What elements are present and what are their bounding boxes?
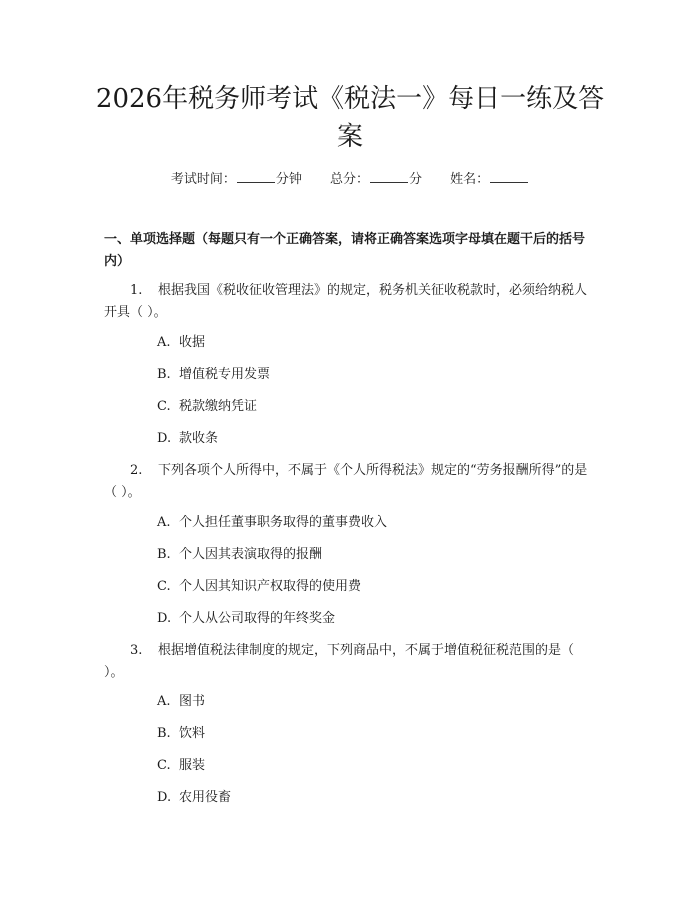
option-letter: A. [157,335,171,350]
option-text: 个人担任董事职务取得的董事费收入 [179,515,388,530]
option-letter: A. [157,694,171,709]
option-text: 增值税专用发票 [179,367,271,382]
option-text: 个人从公司取得的年终奖金 [179,611,336,626]
question-1-option-a [157,333,205,353]
question-number: 1. [130,283,143,298]
option-letter: C. [157,399,171,414]
total-score-field [330,170,422,189]
section-heading: 一、单项选择题（每题只有一个正确答案，请将正确答案选项字母填在题干后的括号内） [104,232,586,269]
option-letter: B. [157,547,171,562]
question-3-option-b [157,724,205,744]
name-field [450,170,529,189]
exam-time-blank [237,170,275,183]
option-letter: D. [157,611,172,626]
question-number: 3. [130,643,143,658]
option-text: 农用役畜 [179,790,232,805]
question-1-option-b [157,365,270,385]
question-2-option-b [157,545,322,565]
option-letter: B. [157,726,171,741]
question-1-option-c [157,397,257,417]
exam-time-label: 考试时间： [170,172,236,187]
question-1-option-d [157,429,218,449]
exam-time-unit: 分钟 [275,172,302,187]
option-letter: C. [157,579,171,594]
option-text: 收据 [179,335,206,350]
option-letter: D. [157,790,172,805]
option-text: 个人因其知识产权取得的使用费 [179,579,362,594]
option-text: 个人因其表演取得的报酬 [179,547,323,562]
question-1 [104,280,596,324]
question-2 [104,460,596,504]
option-text: 款收条 [179,431,219,446]
option-text: 服装 [179,758,206,773]
name-label: 姓名： [450,172,490,187]
question-3-option-d [157,788,231,808]
question-3-option-a [157,692,205,712]
total-score-label: 总分： [329,172,369,187]
total-score-blank [370,170,408,183]
option-letter: C. [157,758,171,773]
option-letter: A. [157,515,171,530]
question-2-option-d [157,609,335,629]
exam-time-field [171,170,302,189]
question-stem: 下列各项个人所得中，不属于《个人所得税法》规定的“劳务报酬所得”的是（ ）。 [104,463,588,500]
option-text: 图书 [179,694,206,709]
question-number: 2. [130,463,143,478]
option-text: 饮料 [179,726,206,741]
exam-info-line [0,170,700,189]
total-score-unit: 分 [409,172,423,187]
option-letter: B. [157,367,171,382]
option-text: 税款缴纳凭证 [179,399,258,414]
question-stem: 根据我国《税收征收管理法》的规定，税务机关征收税款时，必须给纳税人开具（ ）。 [104,283,588,320]
question-2-option-c [157,577,361,597]
question-2-option-a [157,513,387,533]
name-blank [490,170,528,183]
question-3 [104,640,596,684]
option-letter: D. [157,431,172,446]
question-stem: 根据增值税法律制度的规定，下列商品中，不属于增值税征税范围的是（ ）。 [104,643,575,680]
question-3-option-c [157,756,205,776]
document-title: 2026年税务师考试《税法一》每日一练及答案 [95,84,605,152]
